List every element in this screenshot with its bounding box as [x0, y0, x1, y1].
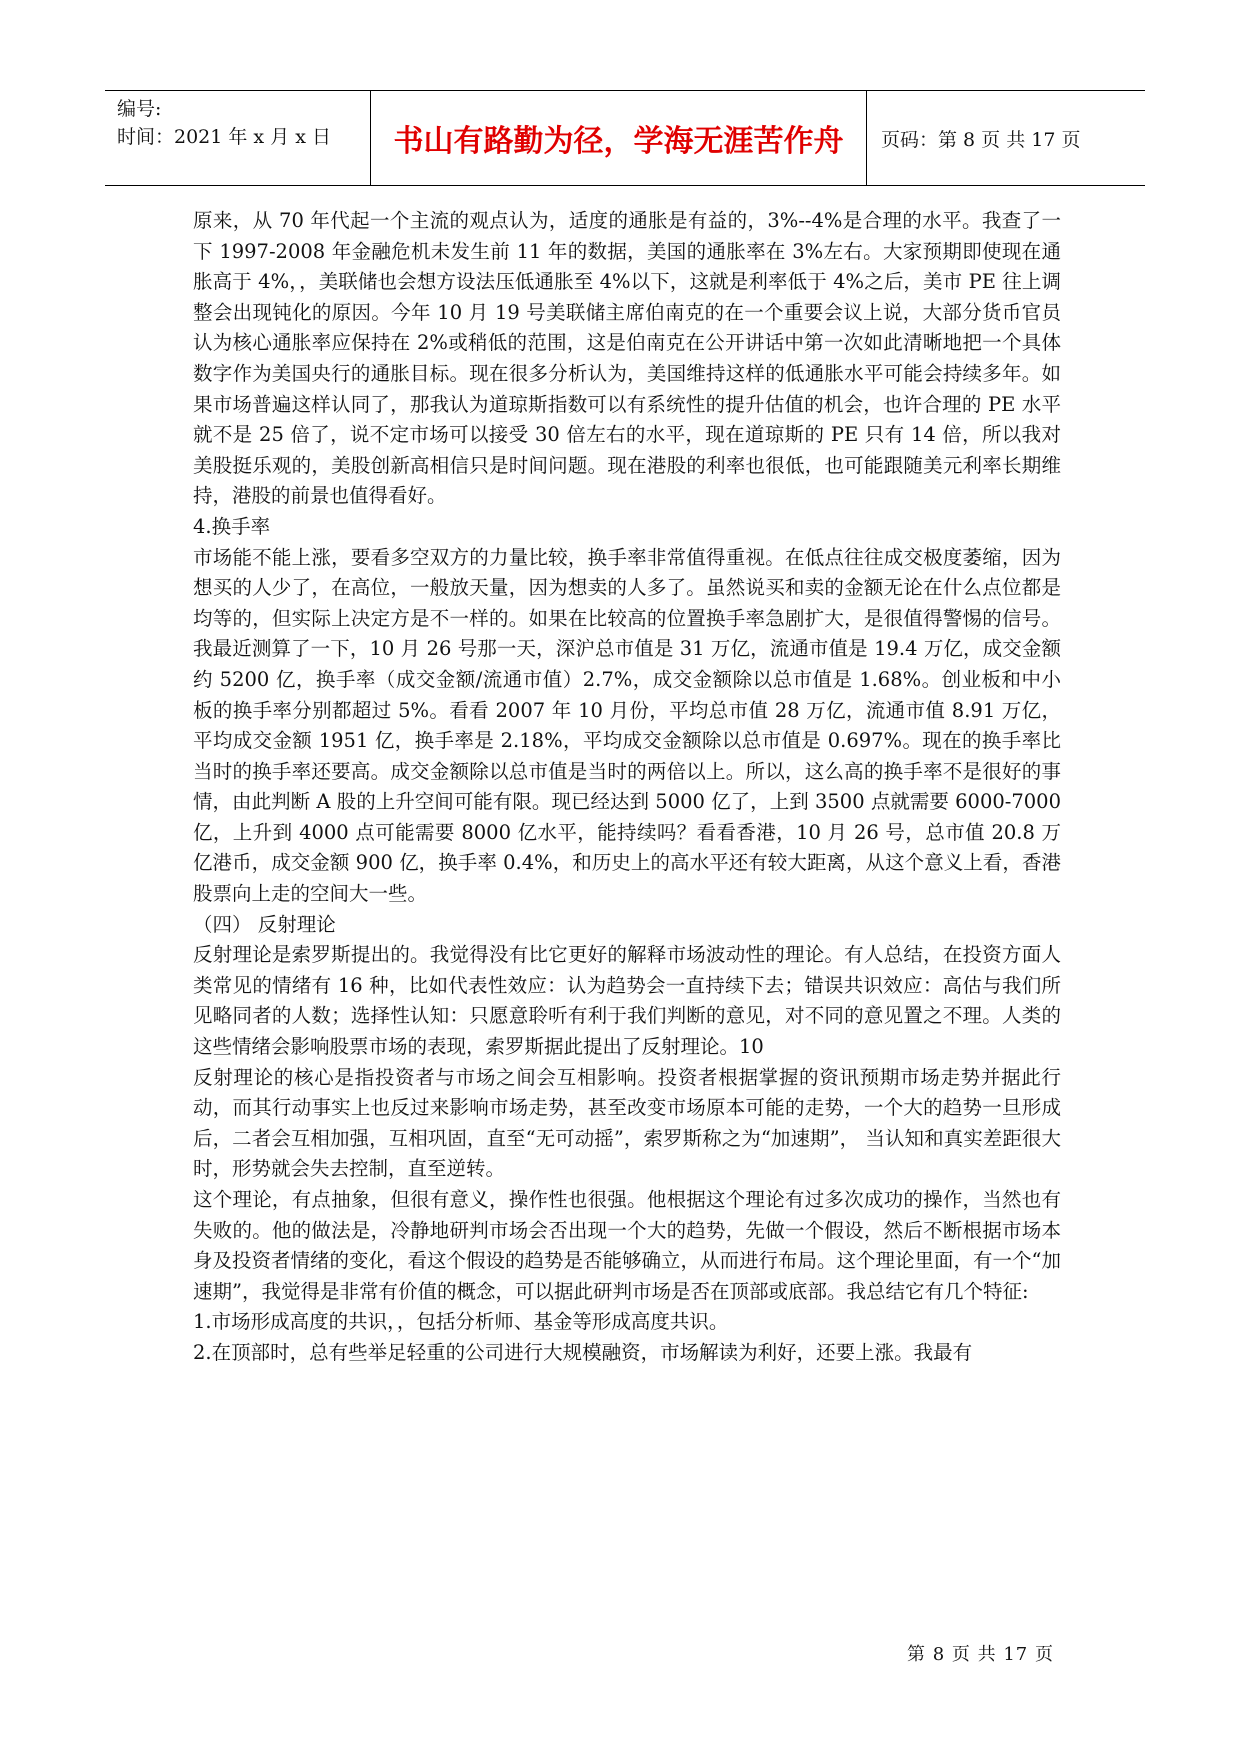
paragraph: 市场能不能上涨，要看多空双方的力量比较，换手率非常值得重视。在低点往往成交极度萎缩，因为想买的人少了，在高位，一般放天量，因为想卖的人多了。虽然说买和卖的金额无论在什么点位都是均等的，但实际上决定方是不一样的。如果在比较高的位置换手率急剧扩大，是很值得警惕的信号。我最近测算了一下，10 月 26 号那一天，深沪总市值是 31 万亿，流通市值是 19.4 万亿，成交金额约 5200 亿，换手率（成交金额/流通市值）2.7%，成交金额除以总市值是 1.68%。创业板和中小板的换手率分别都超过 5%。看看 2007 年 10 月份，平均总市值 28 万亿，流通市值 8.91 万亿，平均成交金额 1951 亿，换手率是 2.18%，平均成交金额除以总市值是 0.697%。现在的换手率比当时的换手率还要高。成交金额除以总市值是当时的两倍以上。所以，这么高的换手率不是很好的事情，由此判断 A 股的上升空间可能有限。现已经达到 5000 亿了，上到 3500 点就需要 6000-7000 亿，上升到 4000 点可能需要 8000 亿水平，能持续吗？看看香港，10 月 26 号，总市值 20.8 万亿港币，成交金额 900 亿，换手率 0.4%，和历史上的高水平还有较大距离，从这个意义上看，香港股票向上走的空间大一些。: [193, 545, 1061, 906]
list-item: 2.在顶部时，总有些举足轻重的公司进行大规模融资，市场解读为利好，还要上涨。我最有: [193, 1340, 973, 1364]
document-body: [193, 206, 1061, 1369]
section-heading: （四） 反射理论: [193, 912, 336, 936]
header-page-info: 页码：第 8 页 共 17 页: [881, 128, 1081, 151]
document-number-label: 编号:: [117, 98, 162, 120]
paragraph: 这个理论，有点抽象，但很有意义，操作性也很强。他根据这个理论有过多次成功的操作，当然也有失败的。他的做法是，冷静地研判市场会否出现一个大的趋势，先做一个假设，然后不断根据市场本身及投资者情绪的变化，看这个假设的趋势是否能够确立，从而进行布局。这个理论里面，有一个“加速期”，我觉得是非常有价值的概念，可以据此研判市场是否在顶部或底部。我总结它有几个特征:: [193, 1188, 1061, 1303]
section-heading: 4.换手率: [193, 514, 271, 538]
paragraph: 反射理论的核心是指投资者与市场之间会互相影响。投资者根据掌握的资讯预期市场走势并据此行动，而其行动事实上也反过来影响市场走势，甚至改变市场原本可能的走势，一个大的趋势一旦形成后，二者会互相加强，互相巩固，直至“无可动摇”，索罗斯称之为“加速期”， 当认知和真实差距很大时，形势就会失去控制，直至逆转。: [193, 1065, 1061, 1181]
document-time-label: 时间：2021 年 x 月 x 日: [117, 126, 331, 148]
page-footer: 第 8 页 共 17 页: [907, 1644, 1054, 1665]
header-motto: 书山有路勤为径，学海无涯苦作舟: [370, 91, 867, 185]
paragraph: 原来，从 70 年代起一个主流的观点认为，适度的通胀是有益的，3%--4%是合理的水平。我查了一下 1997-2008 年金融危机未发生前 11 年的数据，美国的通胀率在 3%左右。大家预期即使现在通胀高于 4%，，美联储也会想方设法压低通胀至 4%以下，这就是利率低于 4%之后，美市 PE 往上调整会出现钝化的原因。今年 10 月 19 号美联储主席伯南克的在一个重要会议上说，大部分货币官员认为核心通胀率应保持在 2%或稍低的范围，这是伯南克在公开讲话中第一次如此清晰地把一个具体数字作为美国央行的通胀目标。现在很多分析认为，美国维持这样的低通胀水平可能会持续多年。如果市场普遍这样认同了，那我认为道琼斯指数可以有系统性的提升估值的机会，也许合理的 PE 水平就不是 25 倍了，说不定市场可以接受 30 倍左右的水平，现在道琼斯的 PE 只有 14 倍，所以我对美股挺乐观的，美股创新高相信只是时间问题。现在港股的利率也很低，也可能跟随美元利率长期维持，港股的前景也值得看好。: [193, 209, 1061, 508]
header-meta: [105, 91, 370, 185]
paragraph: 反射理论是索罗斯提出的。我觉得没有比它更好的解释市场波动性的理论。有人总结，在投资方面人类常见的情绪有 16 种，比如代表性效应：认为趋势会一直持续下去；错误共识效应：高估与我们所见略同者的人数；选择性认知：只愿意聆听有利于我们判断的意见，对不同的意见置之不理。人类的这些情绪会影响股票市场的表现，索罗斯据此提出了反射理论。10: [193, 943, 1061, 1059]
list-item: 1.市场形成高度的共识，，包括分析师、基金等形成高度共识。: [193, 1310, 729, 1334]
page-header: [105, 90, 1145, 186]
